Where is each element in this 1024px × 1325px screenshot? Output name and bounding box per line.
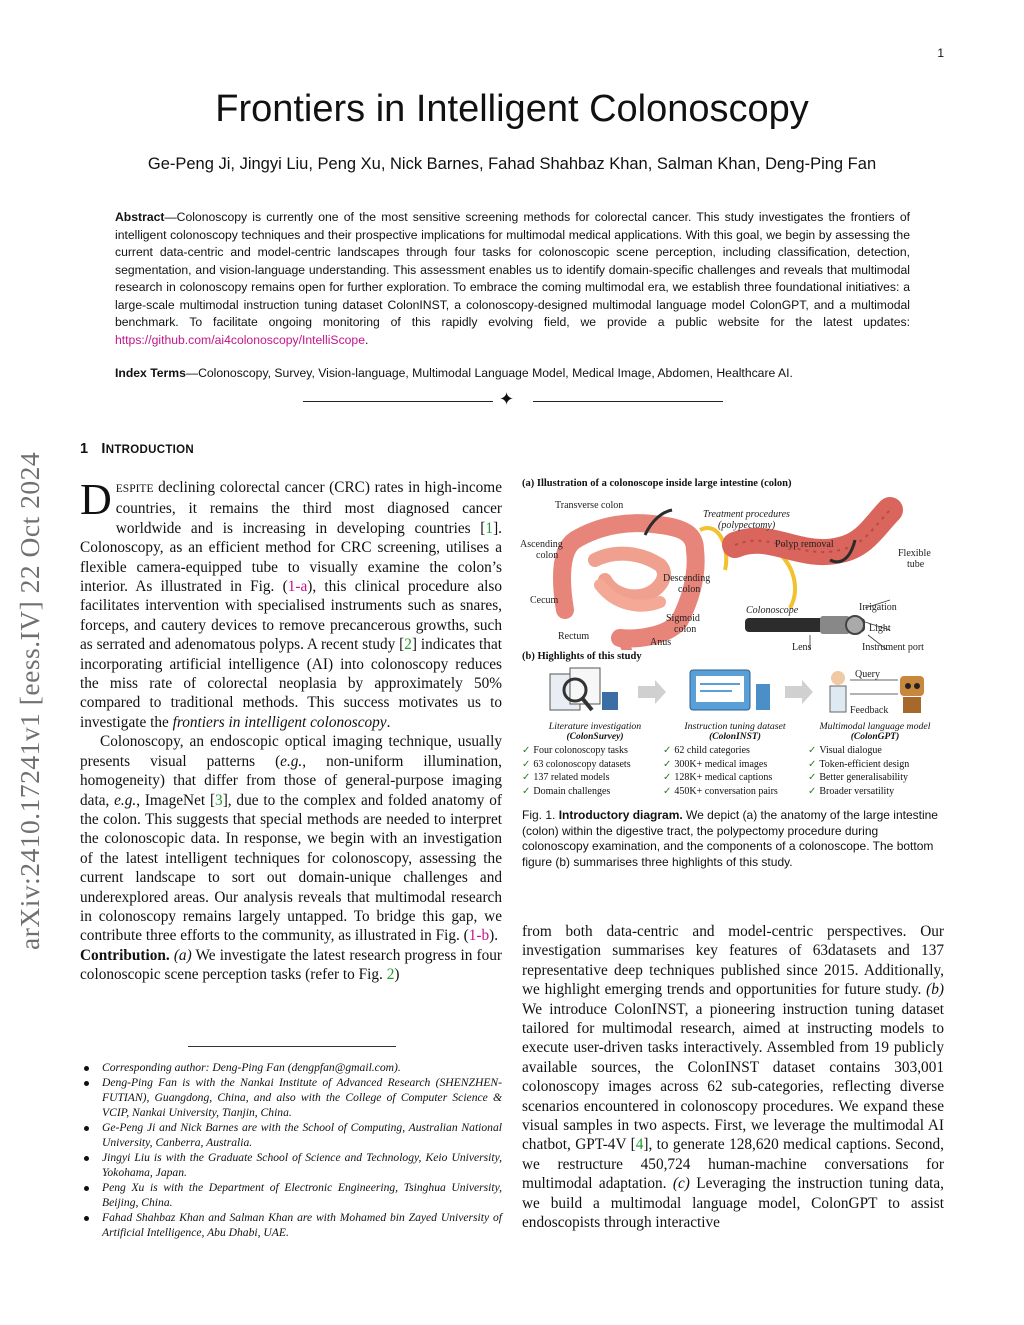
label-ascending-2: colon	[536, 550, 559, 561]
label-b: (b)	[926, 981, 944, 999]
doctor-icon	[830, 671, 846, 712]
highlight-model	[805, 721, 945, 742]
page-number: 1	[937, 46, 944, 60]
section-heading	[80, 441, 194, 457]
fig-ref-2[interactable]: 2	[386, 966, 395, 984]
label-lens: Lens	[792, 642, 812, 653]
label-descending-2: colon	[678, 584, 701, 595]
section-number: 1	[80, 441, 89, 457]
contribution-paragraph	[80, 946, 502, 985]
separator-star-icon: ✦	[499, 389, 515, 409]
label-sigmoid-2: colon	[674, 624, 697, 635]
caption-label: Fig. 1.	[522, 808, 556, 822]
label-polypectomy: (polypectomy)	[718, 520, 776, 531]
figure-caption	[522, 808, 946, 870]
check-icon: ✓	[663, 745, 672, 756]
list-item: ✓ 300K+ medical images	[663, 758, 768, 770]
p1-part-b: ]. Colonoscopy, as an efficient method for CRC screening, utilises a flexible camera-equipped tube to visually examine the colon’s interior. As illustrated in Fig. (	[80, 519, 502, 596]
abstract-end: .	[365, 332, 369, 347]
figure-part-a-title: (a) Illustration of a colonoscope inside large intestine (colon)	[522, 478, 792, 489]
author-list: Ge-Peng Ji, Jingyi Liu, Peng Xu, Nick Barnes, Fahad Shahbaz Khan, Salman Khan, Deng-Ping Fan	[147, 155, 877, 173]
intro-paragraph-1	[80, 475, 502, 732]
survey-icon	[550, 668, 618, 710]
contrib-a-label: (a)	[169, 946, 192, 964]
p1-emphasis: frontiers in intelligent colonoscopy	[172, 713, 387, 731]
right-text-b: We introduce ColonINST, a pioneering instruction tuning dataset tailored for multimodal research, aimed at instructing models to execute user-driven tasks interactively. Assembled from 19 publicly available sources, the ColonINST dataset contains 303,001 colonoscopy images across 62 sub-categories, reflecting diverse scenarios encountered in colonoscopy procedures. We expand these visual samples in two aspects. First, we leverage the multimodal AI chatbot, GPT-4V [	[522, 1000, 944, 1154]
abstract	[115, 209, 910, 349]
section-separator	[303, 389, 723, 411]
list-item: ✓ 63 colonoscopy datasets	[522, 758, 631, 770]
citation-4[interactable]: 4	[635, 1136, 644, 1154]
drop-cap: D	[80, 475, 112, 524]
footnote-item: Deng-Ping Fan is with the Nankai Institute of Advanced Research (SHENZHEN-FUTIAN), Guangdong, China, and also with the College of Computer Science & VCIP, Nankai University, Tianjin, China.	[82, 1075, 502, 1120]
highlight-title: Literature investigation	[548, 721, 642, 732]
list-item: ✓ Better generalisability	[808, 772, 908, 784]
survey-list	[522, 744, 631, 798]
citation-2[interactable]: 2	[404, 636, 412, 654]
caption-bold: Introductory diagram.	[558, 808, 683, 822]
eg-1: e.g.	[280, 752, 303, 770]
check-icon: ✓	[808, 758, 817, 770]
right-text-d: Leveraging the instruction tuning data, we build a multimodal language model, ColonGPT to assist endoscopists through interactive	[522, 1175, 944, 1232]
highlight-title: Instruction tuning dataset	[684, 721, 786, 732]
check-icon: ✓	[808, 772, 817, 784]
figure-part-b-title: (b) Highlights of this study	[522, 651, 642, 662]
p1-part-d: ] indicates that incorporating artificial intelligence (AI) into colonoscopy reduces the miss rate of colorectal neoplasia by approximately 50% compared to traditional methods. This success motivates us to investigate the	[80, 636, 502, 731]
eg-2: e.g.	[114, 791, 137, 809]
arxiv-stamp: arXiv:2410.17241v1 [eess.IV] 22 Oct 2024	[14, 451, 45, 950]
p2-part-d: ], due to the complex and folded anatomy of the colon. This suggests that special methods are needed to interpret the colonoscopic data. In response, we begin with an investigation of the latest intelligent techniques for colonoscopy, assessing the current landscape to sort out domain-unique challenges and underexplored areas. Our analysis reveals that multimodal research in colonoscopy remains largely untapped. To bridge this gap, we contribute three efforts to the community, as illustrated in Fig. (	[80, 791, 502, 945]
contribution-label: Contribution.	[80, 946, 170, 964]
p2-part-b: , non-uniform illumination, homogeneity) that differ from those of general-purpose imaging data,	[80, 752, 503, 809]
right-paragraph	[522, 922, 944, 1233]
arrow-right-icon	[785, 680, 813, 704]
check-icon: ✓	[663, 785, 672, 797]
fig-ref-1a[interactable]: 1-a	[287, 578, 308, 596]
footnote-item: Fahad Shahbaz Khan and Salman Khan are with Mohamed bin Zayed University of Artificial Intelligence, Abu Dhabi, UAE.	[82, 1210, 502, 1240]
highlight-subtitle: (ColonSurvey)	[566, 732, 624, 742]
list-item: ✓ Visual dialogue	[808, 745, 882, 756]
index-terms-text: —Colonoscopy, Survey, Vision-language, Multimodal Language Model, Medical Image, Abdomen, Healthcare AI.	[185, 366, 793, 380]
label-rectum: Rectum	[558, 631, 590, 642]
check-icon: ✓	[663, 758, 672, 770]
label-cecum: Cecum	[530, 595, 559, 606]
list-item: ✓ Domain challenges	[522, 785, 611, 797]
arrow-right-icon	[638, 680, 666, 704]
intro-paragraph-2	[80, 732, 502, 945]
list-item: ✓ 450K+ conversation pairs	[663, 785, 778, 797]
label-c: (c)	[672, 1175, 690, 1193]
citation-3[interactable]: 3	[215, 791, 223, 809]
project-link[interactable]: https://github.com/ai4colonoscopy/IntelliScope	[115, 332, 365, 347]
contrib-end: )	[394, 966, 400, 984]
label-feedback: Feedback	[850, 705, 889, 716]
highlight-survey	[520, 721, 670, 742]
section-title-rest: NTRODUCTION	[105, 444, 194, 456]
check-icon: ✓	[522, 785, 531, 797]
label-polyp: Polyp removal	[775, 539, 834, 550]
label-anus: Anus	[650, 637, 672, 648]
footnotes	[82, 1060, 502, 1240]
label-query: Query	[855, 669, 880, 680]
label-colonoscope: Colonoscope	[746, 605, 799, 616]
p1-part-e: .	[386, 713, 391, 731]
label-treatment: Treatment procedures	[703, 509, 790, 520]
highlight-title: Multimodal language model	[819, 721, 931, 732]
caption-text: We depict (a) the anatomy of the large intestine (colon) within the digestive tract, the polypectomy procedure during colonoscopy examination, and the components of a colonoscope. The bottom figure (b) summarises three highlights of this study.	[522, 808, 938, 869]
list-item: ✓ 62 child categories	[663, 745, 750, 756]
citation-1[interactable]: 1	[485, 519, 494, 537]
smallcaps-word: ESPITE	[115, 483, 154, 495]
label-flexible-2: tube	[907, 559, 925, 570]
label-instrument-port: Instrument port	[862, 642, 924, 653]
fig-ref-1b[interactable]: 1-b	[468, 927, 490, 945]
check-icon: ✓	[522, 745, 531, 756]
index-terms	[115, 366, 910, 380]
right-text-c: ], to generate 128,620 medical captions. Second, we restructure 450,724 human-machine conversations for multimodal adaptation.	[522, 1136, 944, 1193]
footnote-item: Peng Xu is with the Department of Electronic Engineering, Tsinghua University, Beijing, China.	[82, 1180, 502, 1210]
list-item: ✓ Token-efficient design	[808, 758, 910, 770]
right-text-a: from both data-centric and model-centric perspectives. Our investigation summarises key features of 63datasets and 137 representative deep techniques published since 2015. Additionally, we highlight emerging trends and opportunities for future study.	[522, 923, 944, 999]
model-list	[808, 744, 909, 798]
label-descending: Descending	[663, 573, 711, 584]
label-ascending: Ascending	[520, 539, 563, 550]
check-icon: ✓	[808, 785, 817, 797]
p2-part-c: , ImageNet [	[136, 791, 216, 809]
label-sigmoid: Sigmoid	[666, 613, 700, 624]
highlight-subtitle: (ColonGPT)	[850, 732, 900, 742]
left-column	[80, 475, 503, 985]
p2-part-e: ).	[489, 927, 499, 945]
paper-title: Frontiers in Intelligent Colonoscopy	[215, 88, 809, 130]
abstract-label: Abstract	[115, 210, 165, 224]
footnote-item: Jingyi Liu is with the Graduate School of Science and Technology, Keio University, Yokohama, Japan.	[82, 1150, 502, 1180]
check-icon: ✓	[808, 745, 817, 756]
check-icon: ✓	[522, 772, 531, 784]
label-flexible: Flexible	[898, 548, 931, 559]
figure-1	[520, 478, 945, 803]
section-first-letter: I	[101, 441, 106, 457]
abstract-text: —Colonoscopy is currently one of the most sensitive screening methods for colorectal cancer. This study investigates the frontiers of intelligent colonoscopy techniques and their prospective implications for multimodal medical applications. With this goal, we begin by assessing the current data-centric and model-centric landscapes through four tasks for colonoscopic scene perception, including classification, detection, segmentation, and vision-language understanding. This assessment enables us to identify domain-specific challenges and reveals that multimodal research in colonoscopy remains open for further exploration. To embrace the coming multimodal era, we establish three foundational initiatives: a large-scale multimodal instruction tuning dataset ColonINST, a colonoscopy-designed multimodal language model ColonGPT, and a multimodal benchmark. To facilitate ongoing monitoring of this rapidly evolving field, we provide a public website for the latest updates:	[115, 210, 910, 329]
highlight-dataset	[660, 721, 810, 742]
footnote-item: Corresponding author: Deng-Ping Fan (dengpfan@gmail.com).	[82, 1060, 502, 1075]
list-item: ✓ Broader versatility	[808, 785, 895, 797]
label-light: Light	[869, 623, 891, 634]
footnote-rule	[188, 1046, 396, 1047]
list-item: ✓ 137 related models	[522, 772, 610, 784]
p1-part-c: ), this clinical procedure also facilitates intervention with specialised instruments such as snares, forceps, and cautery devices to remove precancerous growths, such as serrated and adenomatous polyps. A recent study [	[80, 578, 502, 654]
check-icon: ✓	[663, 772, 672, 784]
p1-part-a: declining colorectal cancer (CRC) rates in high-income countries, it remains the third most diagnosed cancer worldwide and is increasing in developing countries [	[115, 479, 502, 537]
index-terms-label: Index Terms	[115, 366, 186, 380]
footnote-item: Ge-Peng Ji and Nick Barnes are with the School of Computing, Australian National University, Canberra, Australia.	[82, 1120, 502, 1150]
contrib-text: We investigate the latest research progress in four colonoscopic scene perception tasks (refer to Fig.	[80, 946, 502, 984]
check-icon: ✓	[522, 758, 531, 770]
label-transverse: Transverse colon	[555, 500, 624, 511]
right-column	[522, 922, 944, 1233]
dataset-list	[663, 744, 778, 798]
list-item: ✓ 128K+ medical captions	[663, 772, 773, 784]
label-irrigation: Irrigation	[859, 602, 897, 613]
robot-icon	[900, 676, 924, 713]
dataset-icon	[690, 670, 770, 710]
p2-part-a: Colonoscopy, an endoscopic optical imaging technique, usually presents visual patterns (	[80, 733, 502, 770]
list-item: ✓ Four colonoscopy tasks	[522, 745, 628, 756]
highlight-subtitle: (ColonINST)	[709, 732, 761, 742]
